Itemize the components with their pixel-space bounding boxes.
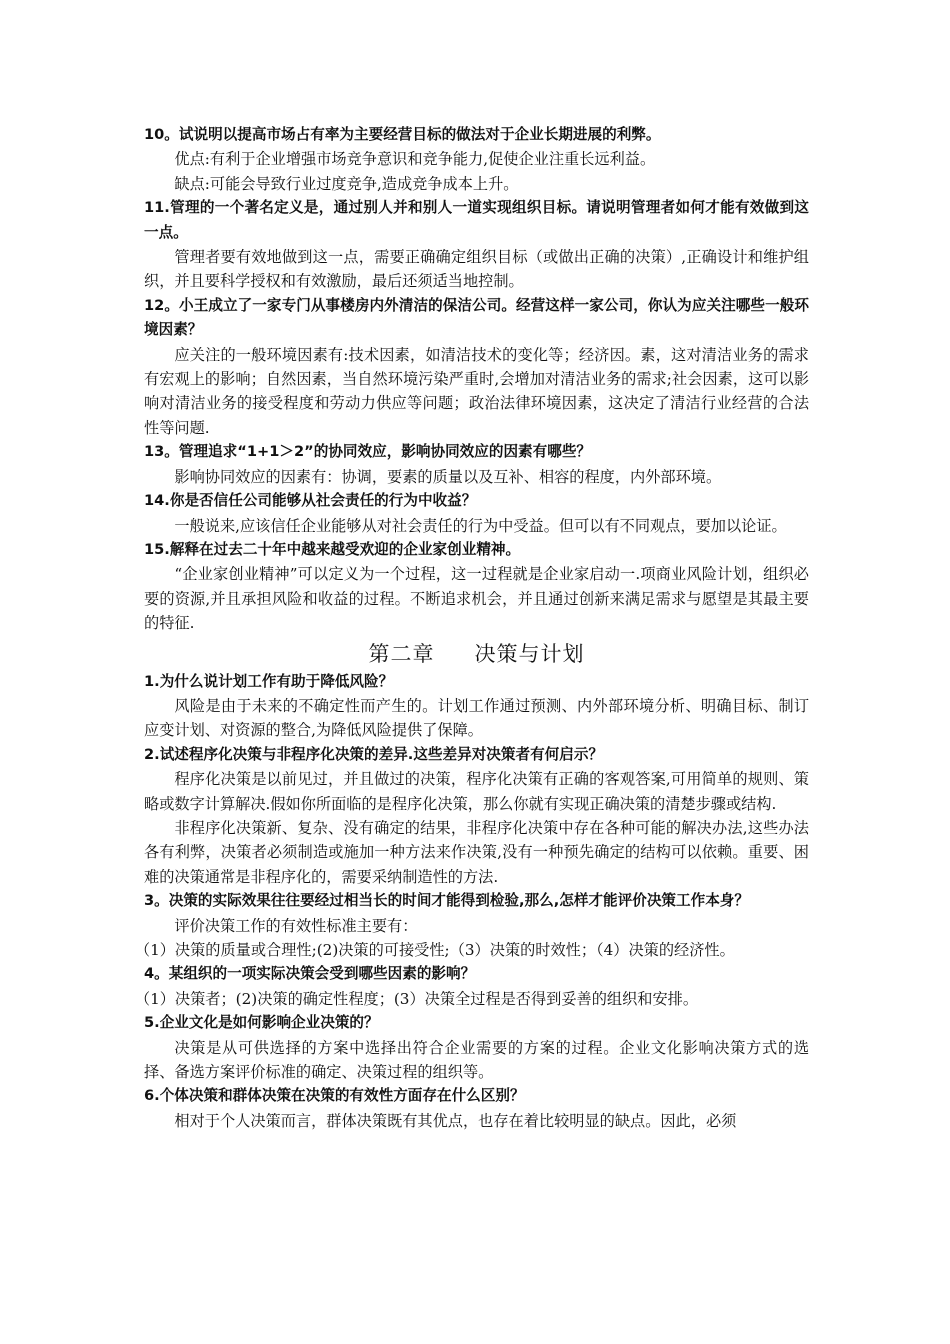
- answer-paragraph: 非程序化决策新、复杂、没有确定的结果，非程序化决策中存在各种可能的解决办法,这些办法各有利弊，决策者必须制造或施加一种方法来作决策,没有一种预先确定的结构可以依赖。重要、困难的决策通常是非程序化的，需要采纳制造性的方法.: [144, 818, 809, 886]
- answer-paragraph: 评价决策工作的有效性标准主要有：: [174, 916, 418, 935]
- chapter-title: 决策与计划: [474, 641, 585, 666]
- answer-paragraph: 一般说来,应该信任企业能够从对社会责任的行为中受益。但可以有不同观点，要加以论证。: [174, 516, 787, 535]
- answer-paragraph: 相对于个人决策而言，群体决策既有其优点，也存在着比较明显的缺点。因此，必须: [174, 1111, 737, 1130]
- question-14: 14.你是否信任公司能够从社会责任的行为中收益？: [144, 492, 477, 510]
- chapter-number: 第二章: [368, 641, 435, 666]
- answer-paragraph: 风险是由于未来的不确定性而产生的。计划工作通过预测、内外部环境分析、明确目标、制订应变计划、对资源的整合,为降低风险提供了保障。: [144, 696, 809, 740]
- question-5: 5.企业文化是如何影响企业决策的？: [144, 1014, 379, 1032]
- answer-paragraph: 应关注的一般环境因素有:技术因素，如清洁技术的变化等；经济因。素，这对清洁业务的需求有宏观上的影响；自然因素，当自然环境污染严重时,会增加对清洁业务的需求;社会因素，这可以影响对清洁业务的接受程度和劳动力供应等问题；政治法律环境因素，这决定了清洁行业经营的合法性等问题.: [144, 345, 809, 437]
- question-2: 2.试述程序化决策与非程序化决策的差异.这些差异对决策者有何启示？: [144, 745, 604, 763]
- answer-paragraph: 缺点:可能会导致行业过度竞争,造成竞争成本上升。: [174, 174, 519, 193]
- question-3: 3。决策的实际效果往往要经过相当长的时间才能得到检验,那么,怎样才能评价决策工作本身？: [144, 892, 749, 910]
- document-page: [134, 123, 809, 1133]
- answer-paragraph: 决策是从可供选择的方案中选择出符合企业需要的方案的过程。企业文化影响决策方式的选择、备选方案评价标准的确定、决策过程的组织等。: [144, 1038, 809, 1082]
- answer-paragraph: 影响协同效应的因素有：协调，要素的质量以及互补、相容的程度，内外部环境。: [174, 467, 722, 486]
- question-15: 15.解释在过去二十年中越来越受欢迎的企业家创业精神。: [144, 540, 521, 558]
- question-1: 1.为什么说计划工作有助于降低风险？: [144, 672, 394, 690]
- question-4: 4。某组织的一项实际决策会受到哪些因素的影响？: [144, 965, 476, 983]
- question-10: 10。试说明以提高市场占有率为主要经营目标的做法对于企业长期进展的利弊。: [144, 126, 661, 143]
- answer-paragraph: 程序化决策是以前见过，并且做过的决策，程序化决策有正确的客观答案,可用简单的规则、策略或数字计算解决.假如你所面临的是程序化决策，那么你就有实现正确决策的清楚步骤或结构.: [144, 770, 809, 813]
- question-11: 11.管理的一个著名定义是，通过别人并和别人一道实现组织目标。请说明管理者如何才能有效做到这一点。: [144, 199, 809, 241]
- question-13: 13。管理追求“1+1＞2”的协同效应，影响协同效应的因素有哪些？: [144, 443, 592, 461]
- answer-paragraph: 优点:有利于企业增强市场竞争意识和竞争能力,促使企业注重长远利益。: [174, 150, 656, 169]
- chapter-heading: [144, 638, 809, 670]
- answer-list-line: （1）决策者；(2)决策的确定性程度；(3）决策全过程是否得到妥善的组织和安排。: [134, 989, 699, 1008]
- answer-paragraph: 管理者要有效地做到这一点，需要正确确定组织目标（或做出正确的决策）,正确设计和维护组织，并且要科学授权和有效激励，最后还须适当地控制。: [144, 248, 809, 291]
- answer-paragraph: “企业家创业精神”可以定义为一个过程，这一过程就是企业家启动一.项商业风险计划，组织必要的资源,并且承担风险和收益的过程。不断追求机会，并且通过创新来满足需求与愿望是其最主要的特征.: [144, 565, 809, 633]
- answer-list-line: （1）决策的质量或合理性;(2)决策的可接受性;（3）决策的时效性；（4）决策的经济性。: [134, 941, 735, 959]
- question-6: 6.个体决策和群体决策在决策的有效性方面存在什么区别？: [144, 1087, 525, 1105]
- question-12: 12。小王成立了一家专门从事楼房内外清洁的保洁公司。经营这样一家公司，你认为应关注哪些一般环境因素？: [144, 296, 809, 339]
